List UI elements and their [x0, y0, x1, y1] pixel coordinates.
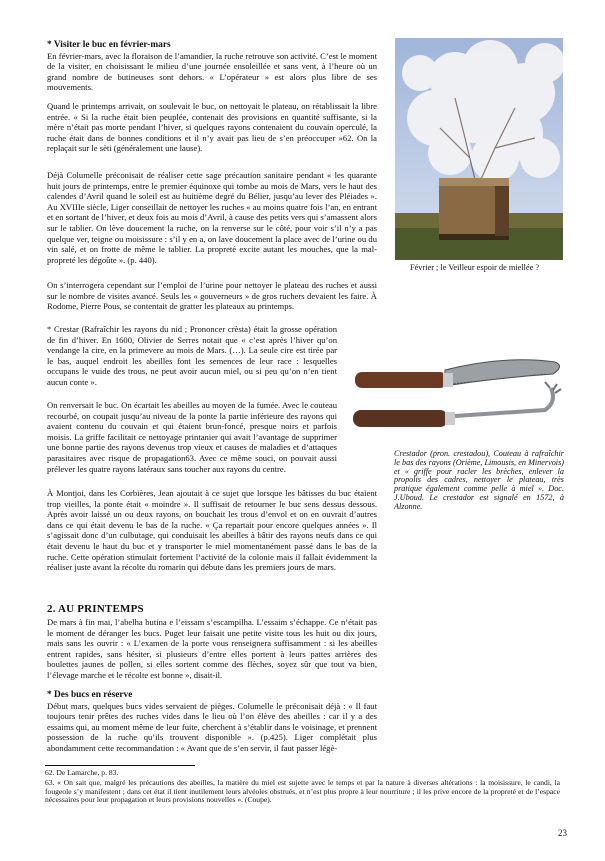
paragraph — [47, 101, 377, 154]
hive-photo-image — [395, 38, 563, 260]
paragraph-text: On s’interrogera cependant sur l’emploi de l’urine pour nettoyer le plateau des ruches et aussi sur le nombre de visites avancé. Seuls les « gouverneurs » de gros ruchers devaient les faire. À Rodome, Pierre Pous, se contentait de gratter les plateaux au printemps. — [47, 280, 377, 312]
paragraph-text: * Crestar (Rafraîchir les rayons du nid ; Prononcer crèsta) était la grosse opération de fin d’hiver. En 1600, Olivier de Serres notait que « c’est après l’hiver qu’on vendange la cire, en la primevere au mois de Mars. (…). La seule cire est tirée par le bas, auquel endroit les abeilles font les semences de leur race : lesquelles occupans le vuide des trous, ne peut avoir aucun miel, ou si peu qu’on n’en tient aucun conte ». — [47, 324, 337, 387]
photo-hive-tree — [395, 38, 563, 260]
section-bucs-reserve — [47, 690, 377, 754]
footnote-divider — [45, 765, 195, 766]
tool-caption: Crestador (pron. crestadou), Couteau à rafraîchir le bas des rayons (Orième, Limousis, en Minervois) et « griffe pour racler les brèches, enlever la propolis des cadres, nettoyer le plateau, très pratique également comme pelle à miel ». Doc. J.Uboud. Le crestador est signalé en 1572, à Alzonne. — [394, 449, 564, 511]
paragraph-text: Début mars, quelques bucs vides servaient de pièges. Columelle le préconisait déjà : « Il faut toujours tenir prêtes des ruches vides dans le lieu où l’on élève des abeilles : car il y a des essaims qui, au moment même de leur fuite, cherchent à s’établir dans le voisinage, et prennent possession de la ruche qu’ils trouvent disponible ». (p.425). Liger complétait plus abondamment cette recommandation : « Avant que de s’en servir, il faut passer légè- — [47, 700, 377, 753]
footnote-63: 63. « On sait que, malgré les précautions des abeilles, la matière du miel est sujette avec le temps et par la nature à diverses altérations : la moisissure, le candi, la fougeole s’y manifestent ; dans cet état il tient inutilement leurs alvéoles obstrués, et n’est plus propre à leur nourriture ; il les prive encore de la propreté et de l’espace nécessaires pour leur propagation et leurs provisions nouvelles ». (Coupe). — [45, 778, 560, 805]
paragraph — [47, 400, 337, 474]
paragraph — [47, 170, 377, 265]
section-title-printemps: 2. AU PRINTEMPS — [47, 603, 144, 615]
paragraph-text: De mars à fin mai, l’abelha butina e l’eissam s’escampilha. L’essaim s’échappe. Ce n’était pas le moment de déranger les bucs. Puget leur faisait une petite visite tous les huit ou dix jours, mais sans les ouvrir : « L’examen de la porte vous renseignera suffisamment : si les abeilles entrent rapides, sans hésiter, si plusieurs d’entre elles portent à leurs pattes arrières des boulettes jaunes de pollen, si elles sortent comme des flèches, soyez sûr que tout va bien, l’élevage marche et le récolte est bonne », disait-il. — [47, 617, 377, 680]
hive-box — [439, 178, 509, 240]
paragraph: En février-mars, avec la floraison de l’amandier, la ruche retrouve son activité. C’est le moment de la visiter, en choisissant le milieu d’une journée ensoleillée et sans vent, à l’heure où un grand nombre de butineuses sont dehors. « L’opérateur » est alors plus libre de ses mouvements. — [47, 50, 377, 93]
section-heading: * Visiter le buc en février-mars — [47, 40, 171, 50]
paragraph-text: Déjà Columelle préconisait de réaliser cette sage précaution sanitaire pendant « les quarante huit jours de printemps, entre le premier équinoxe qui tombe au mois de Mars, vers le haut des calendes d’Avril quand le soleil est au huitième degré du Bélier, jusqu’au lever des Pléiades ». Au XVIIIe siècle, Liger conseillait de nettoyer les ruches « au moins quatre fois l’an, en entrant et en sortant de l’hiver, et deux fois au mois d’Avril, à cause des petits vers qui s’amassent alors sur le tablier. On lève doucement la ruche, on la renverse sur le côté, pour voir s’il n’y a pas quelque ver, teigne ou moisissure : s’il y en a, on lave doucement la place avec de l’urine ou du vin salé, et on frotte de même le tablier. La propreté excite autant les mouches, que la mal-propreté les dégoûte ». (p. 440). — [47, 170, 377, 265]
paragraph — [47, 617, 377, 681]
footnote-62: 62. De Lamarche, p. 83. — [45, 768, 119, 777]
paragraph — [47, 488, 377, 573]
paragraph-text: À Montjoi, dans les Corbières, Jean ajoutait à ce sujet que lorsque les bâtisses du buc étaient trop vieilles, la ponte était « moindre ». Il suffisait de retourner le buc sens dessus dessous. Après avoir laissé un ou deux rayons, on bouchait les trous d’envol et on en ouvrait d’autres dans ce qui était devenu le bas de la ruche. « Ça repartait pour encore quelques années ». Il s’agissait donc d’un culbutage, qui conduisait les abeilles à bâtir des rayons neufs dans ce qui était devenu le haut du buc et y transporter le miel momentanément passé dans le bas de la ruche. Cette opération stimulait fortement l’activité de la colonie mais il fallait évidemment la réaliser juste avant la récolte du romarin qui débute dans les premiers jours de mars. — [47, 488, 377, 573]
section-crestar — [47, 324, 337, 388]
paragraph-text: Quand le printemps arrivait, on soulevait le buc, on nettoyait le plateau, on rétablissait la libre entrée. « Si la ruche était bien peuplée, contenait des provisions en quantité suffisante, si la mère n’était pas morte pendant l’hiver, si quelques rayons contenaient du couvain operculé, la ruche était dans de bonnes conditions et il n’y avait pas lieu de s’en préoccuper »62. On la replaçait sur le sèti (généralement une lause). — [47, 101, 377, 154]
page-number: 23 — [558, 828, 567, 838]
paragraph — [47, 280, 377, 312]
section-visiter — [47, 40, 377, 93]
crestador-tool-image — [345, 340, 570, 440]
photo-caption: Février ; le Veilleur espoir de miellée ? — [410, 263, 540, 272]
paragraph-text: On renversait le buc. On écartait les abeilles au moyen de la fumée. Avec le couteau recourbé, on coupait jusqu’au niveau de la ponte la partie inférieure des rayons qui avaient contenu du couvain et qui étaient brun-foncé, presque noirs et parfois moisis. La griffe facilitait ce nettoyage printanier qui avait l’avantage de supprimer une bonne partie des rayons devenus trop vieux et causes de maladies et d’attaques parasitaires avec risque de propagation63. Avec ce même souci, on pouvait aussi prélever les quatre rayons latéraux sans toucher aux rayons du centre. — [47, 400, 337, 474]
section-heading: * Des bucs en réserve — [47, 690, 133, 700]
